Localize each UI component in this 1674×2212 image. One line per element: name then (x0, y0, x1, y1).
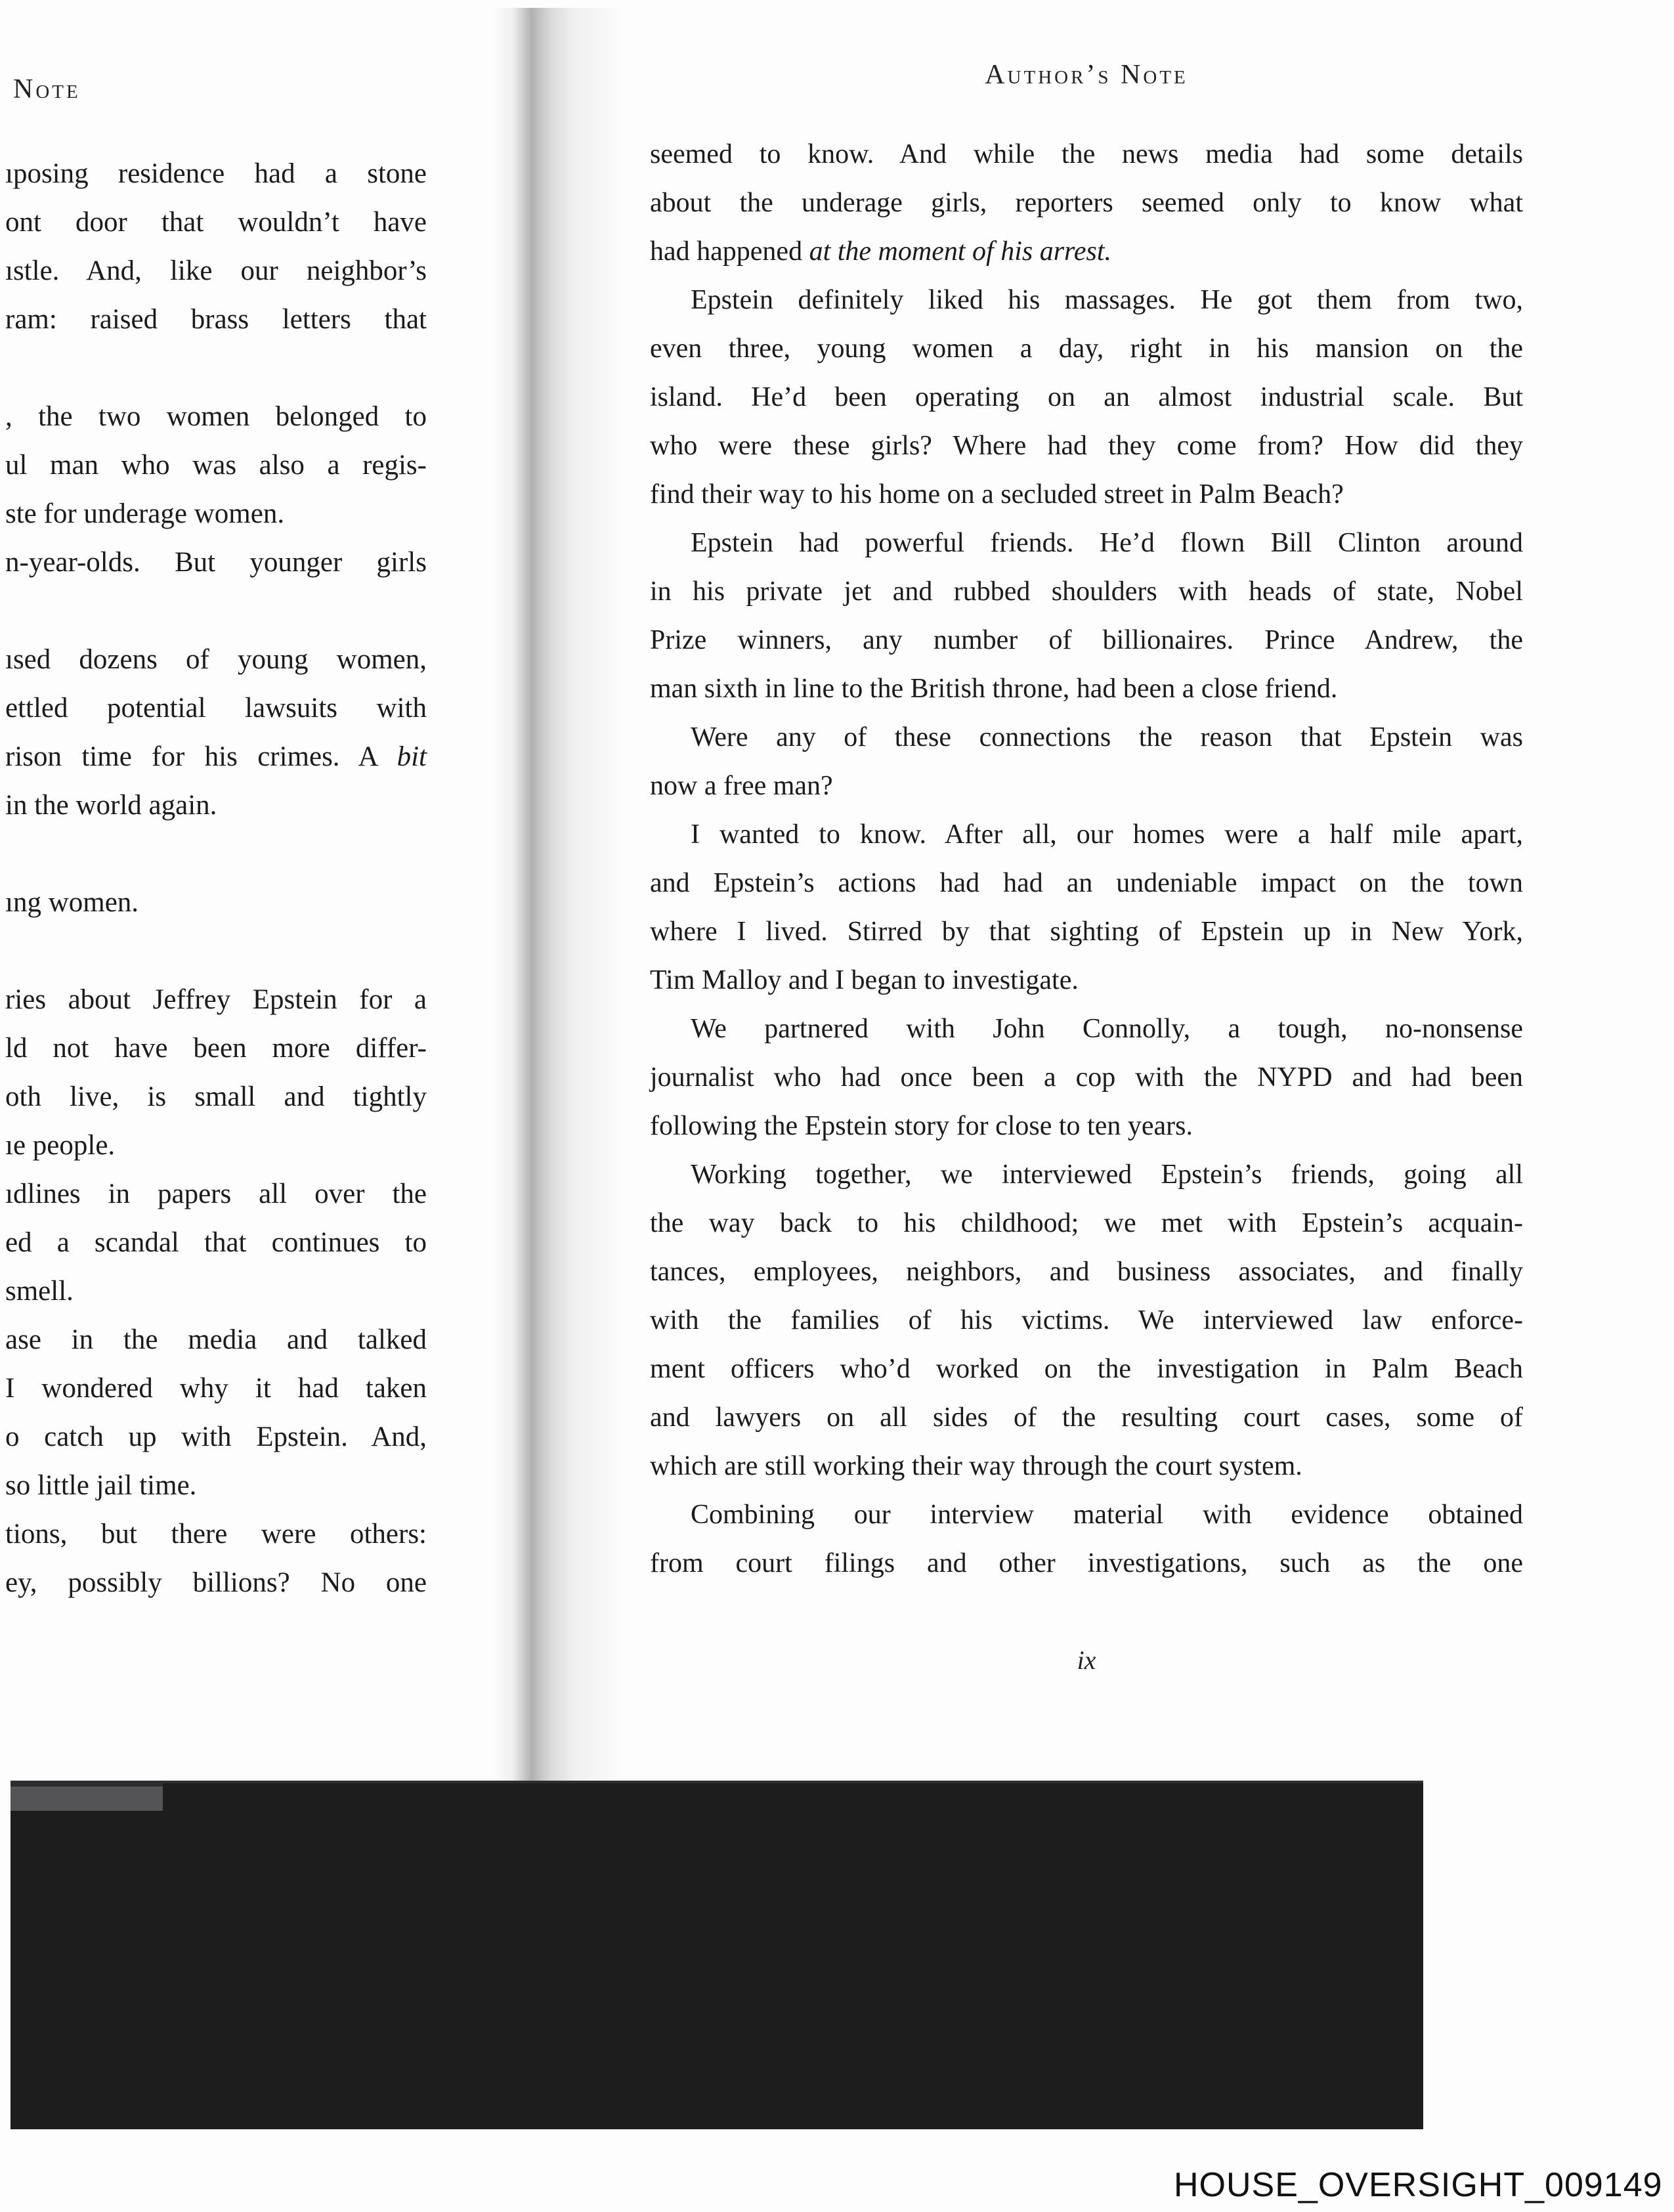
text-line: so little jail time. (5, 1470, 197, 1501)
text-line: ıposing residence had a stone (5, 158, 427, 189)
redaction-block (11, 1781, 1423, 2129)
text-line: following the Epstein story for close to ten years. (650, 1111, 1193, 1141)
text-line: I wanted to know. After all, our homes were a half mile apart, (691, 819, 1523, 850)
text-line: ıe people. (5, 1130, 116, 1161)
text-line: ld not have been more differ- (5, 1033, 427, 1064)
text-line: tances, employees, neighbors, and business associates, and finally (650, 1257, 1523, 1287)
text-line: tions, but there were others: (5, 1519, 427, 1550)
text-line: n-year-olds. But younger girls (5, 547, 427, 578)
text-line: man sixth in line to the British throne, had been a close friend. (650, 674, 1338, 704)
text-line: smell. (5, 1276, 74, 1307)
text-line: ase in the media and talked (5, 1324, 427, 1355)
text-line: and Epstein’s actions had had an undeniable impact on the town (650, 868, 1523, 898)
text-line: ram: raised brass letters that (5, 304, 427, 335)
text-line: find their way to his home on a secluded street in Palm Beach? (650, 479, 1344, 510)
text-line: ey, possibly billions? No one (5, 1567, 427, 1598)
running-head-right: Author’s Note (985, 60, 1188, 90)
text-line: journalist who had once been a cop with the NYPD and had been (650, 1062, 1523, 1093)
text-line: island. He’d been operating on an almost industrial scale. But (650, 382, 1523, 412)
text-line: ed a scandal that continues to (5, 1227, 427, 1258)
text-line: Combining our interview material with evidence obtained (691, 1500, 1523, 1530)
text-line: ettled potential lawsuits with (5, 693, 427, 724)
text-line: ries about Jeffrey Epstein for a (5, 984, 427, 1015)
right-page-column (650, 130, 1523, 1588)
text-line: ısed dozens of young women, (5, 644, 427, 675)
left-page-column (5, 150, 427, 1607)
text-line: Tim Malloy and I began to investigate. (650, 965, 1079, 995)
text-line: ıng women. (5, 887, 139, 918)
page-number: ix (1077, 1645, 1096, 1675)
text-line: in the world again. (5, 790, 217, 821)
text-line: Epstein had powerful friends. He’d flown Bill Clinton around (691, 528, 1523, 558)
text-line: ıstle. And, like our neighbor’s (5, 255, 427, 286)
text-line: oth live, is small and tightly (5, 1081, 427, 1112)
text-line: now a free man? (650, 771, 833, 801)
text-line: Were any of these connections the reason that Epstein was (691, 722, 1523, 752)
text-line: who were these girls? Where had they come from? How did they (650, 431, 1523, 461)
text-line: seemed to know. And while the news media had some details (650, 139, 1523, 169)
text-line: where I lived. Stirred by that sighting of Epstein up in New York, (650, 917, 1523, 947)
text-line: Prize winners, any number of billionaires. Prince Andrew, the (650, 625, 1523, 655)
text-line: ont door that wouldn’t have (5, 207, 427, 238)
text-line: had happened at the moment of his arrest. (650, 236, 1111, 267)
text-line: Working together, we interviewed Epstein’s friends, going all (691, 1160, 1523, 1190)
running-head-left: Note (13, 74, 81, 104)
text-line: in his private jet and rubbed shoulders with heads of state, Nobel (650, 576, 1523, 607)
text-line: the way back to his childhood; we met with Epstein’s acquain- (650, 1208, 1523, 1238)
text-line: which are still working their way through the court system. (650, 1451, 1302, 1481)
text-line: rison time for his crimes. A bit (5, 741, 427, 772)
text-line: , the two women belonged to (5, 401, 427, 432)
text-line: ıdlines in papers all over the (5, 1179, 427, 1209)
text-line: with the families of his victims. We interviewed law enforce- (650, 1305, 1523, 1335)
text-line: ment officers who’d worked on the investigation in Palm Beach (650, 1354, 1523, 1384)
text-line: from court filings and other investigations, such as the one (650, 1548, 1523, 1578)
text-line: I wondered why it had taken (5, 1373, 427, 1404)
text-line: and lawyers on all sides of the resulting court cases, some of (650, 1402, 1523, 1433)
text-line: ul man who was also a regis- (5, 450, 427, 481)
text-line: o catch up with Epstein. And, (5, 1421, 427, 1452)
text-line: even three, young women a day, right in his mansion on the (650, 334, 1523, 364)
oversight-stamp: HOUSE_OVERSIGHT_009149 (1174, 2166, 1663, 2204)
text-line: We partnered with John Connolly, a tough, no-nonsense (691, 1014, 1523, 1044)
text-line: about the underage girls, reporters seemed only to know what (650, 188, 1523, 218)
text-line: Epstein definitely liked his massages. He got them from two, (691, 285, 1523, 315)
text-line: ste for underage women. (5, 498, 285, 529)
book-spine-shadow (491, 8, 626, 1781)
redaction-gray-tab (11, 1783, 163, 1811)
